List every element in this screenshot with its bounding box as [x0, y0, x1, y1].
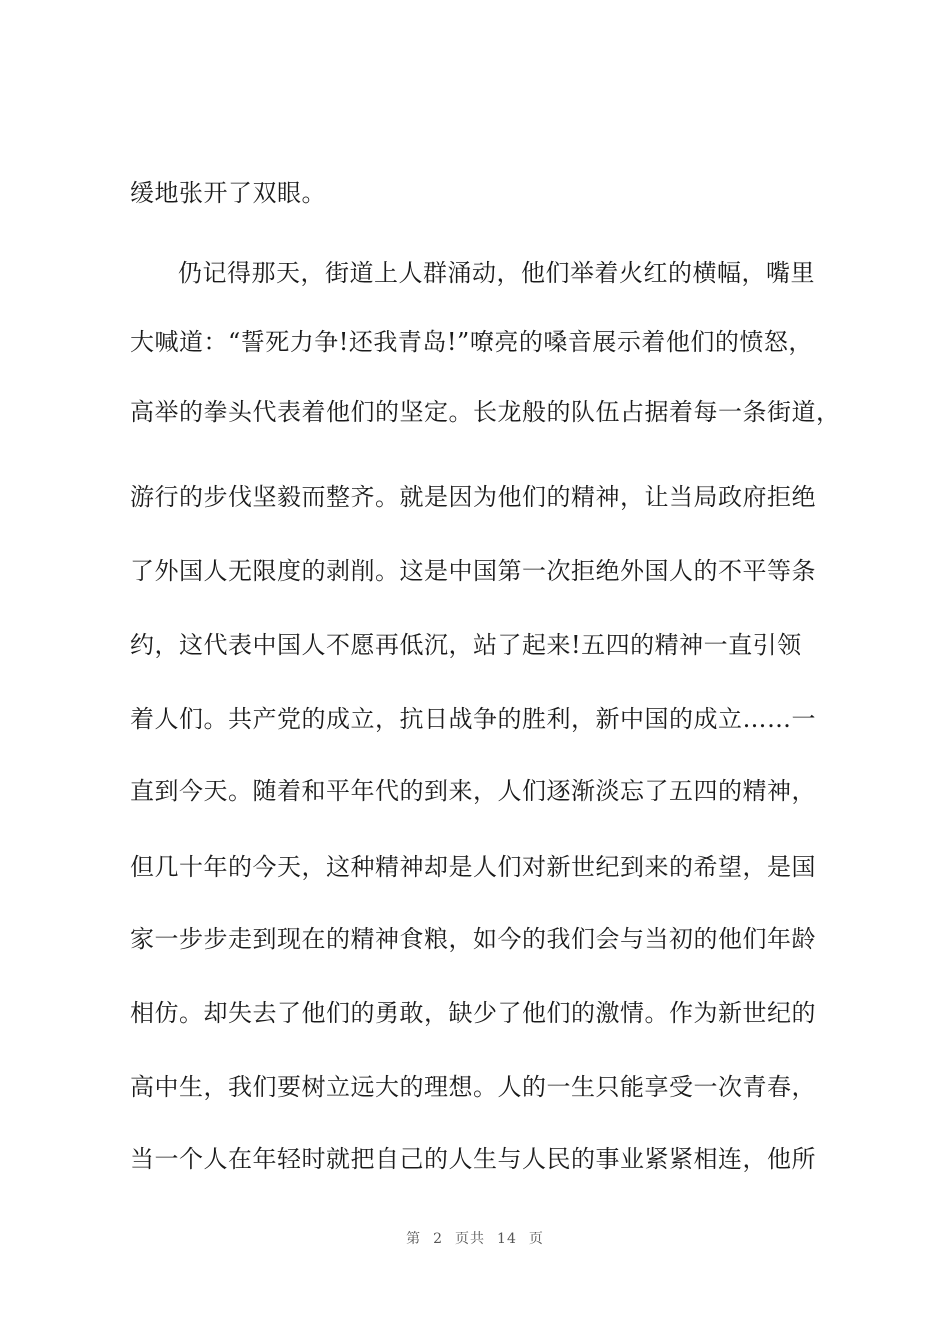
text-line: 缓地张开了双眼。: [130, 179, 326, 207]
text-line: 了外国人无限度的剥削。这是中国第一次拒绝外国人的不平等条: [130, 557, 816, 585]
footer-label-ye-gong: 页共: [455, 1231, 486, 1247]
text-line: 相仿。却失去了他们的勇敢，缺少了他们的激情。作为新世纪的: [130, 999, 816, 1027]
text-line: 游行的步伐坚毅而整齐。就是因为他们的精神，让当局政府拒绝: [130, 483, 816, 511]
text-line: 约，这代表中国人不愿再低沉，站了起来!五四的精神一直引领: [130, 631, 802, 659]
text-line: 家一步步走到现在的精神食粮，如今的我们会与当初的他们年龄: [130, 925, 816, 953]
text-line: 高举的拳头代表着他们的坚定。长龙般的队伍占据着每一条街道，: [130, 398, 841, 426]
text-line: 直到今天。随着和平年代的到来，人们逐渐淡忘了五四的精神，: [130, 777, 816, 805]
footer-total-pages: 14: [497, 1231, 517, 1247]
text-line: 当一个人在年轻时就把自己的人生与人民的事业紧紧相连，他所: [130, 1145, 816, 1173]
footer-label-di: 第: [406, 1231, 422, 1247]
page-footer: [0, 1228, 950, 1248]
text-line: 仍记得那天，街道上人群涌动，他们举着火红的横幅，嘴里: [178, 259, 815, 287]
footer-current-page: 2: [433, 1231, 444, 1247]
text-line: 大喊道：“誓死力争!还我青岛!”嘹亮的嗓音展示着他们的愤怒，: [130, 328, 813, 356]
text-line: 高中生，我们要树立远大的理想。人的一生只能享受一次青春，: [130, 1073, 816, 1101]
text-line: 着人们。共产党的成立，抗日战争的胜利，新中国的成立……一: [130, 705, 816, 733]
footer-label-ye: 页: [528, 1231, 544, 1247]
text-line: 但几十年的今天，这种精神却是人们对新世纪到来的希望，是国: [130, 853, 816, 881]
